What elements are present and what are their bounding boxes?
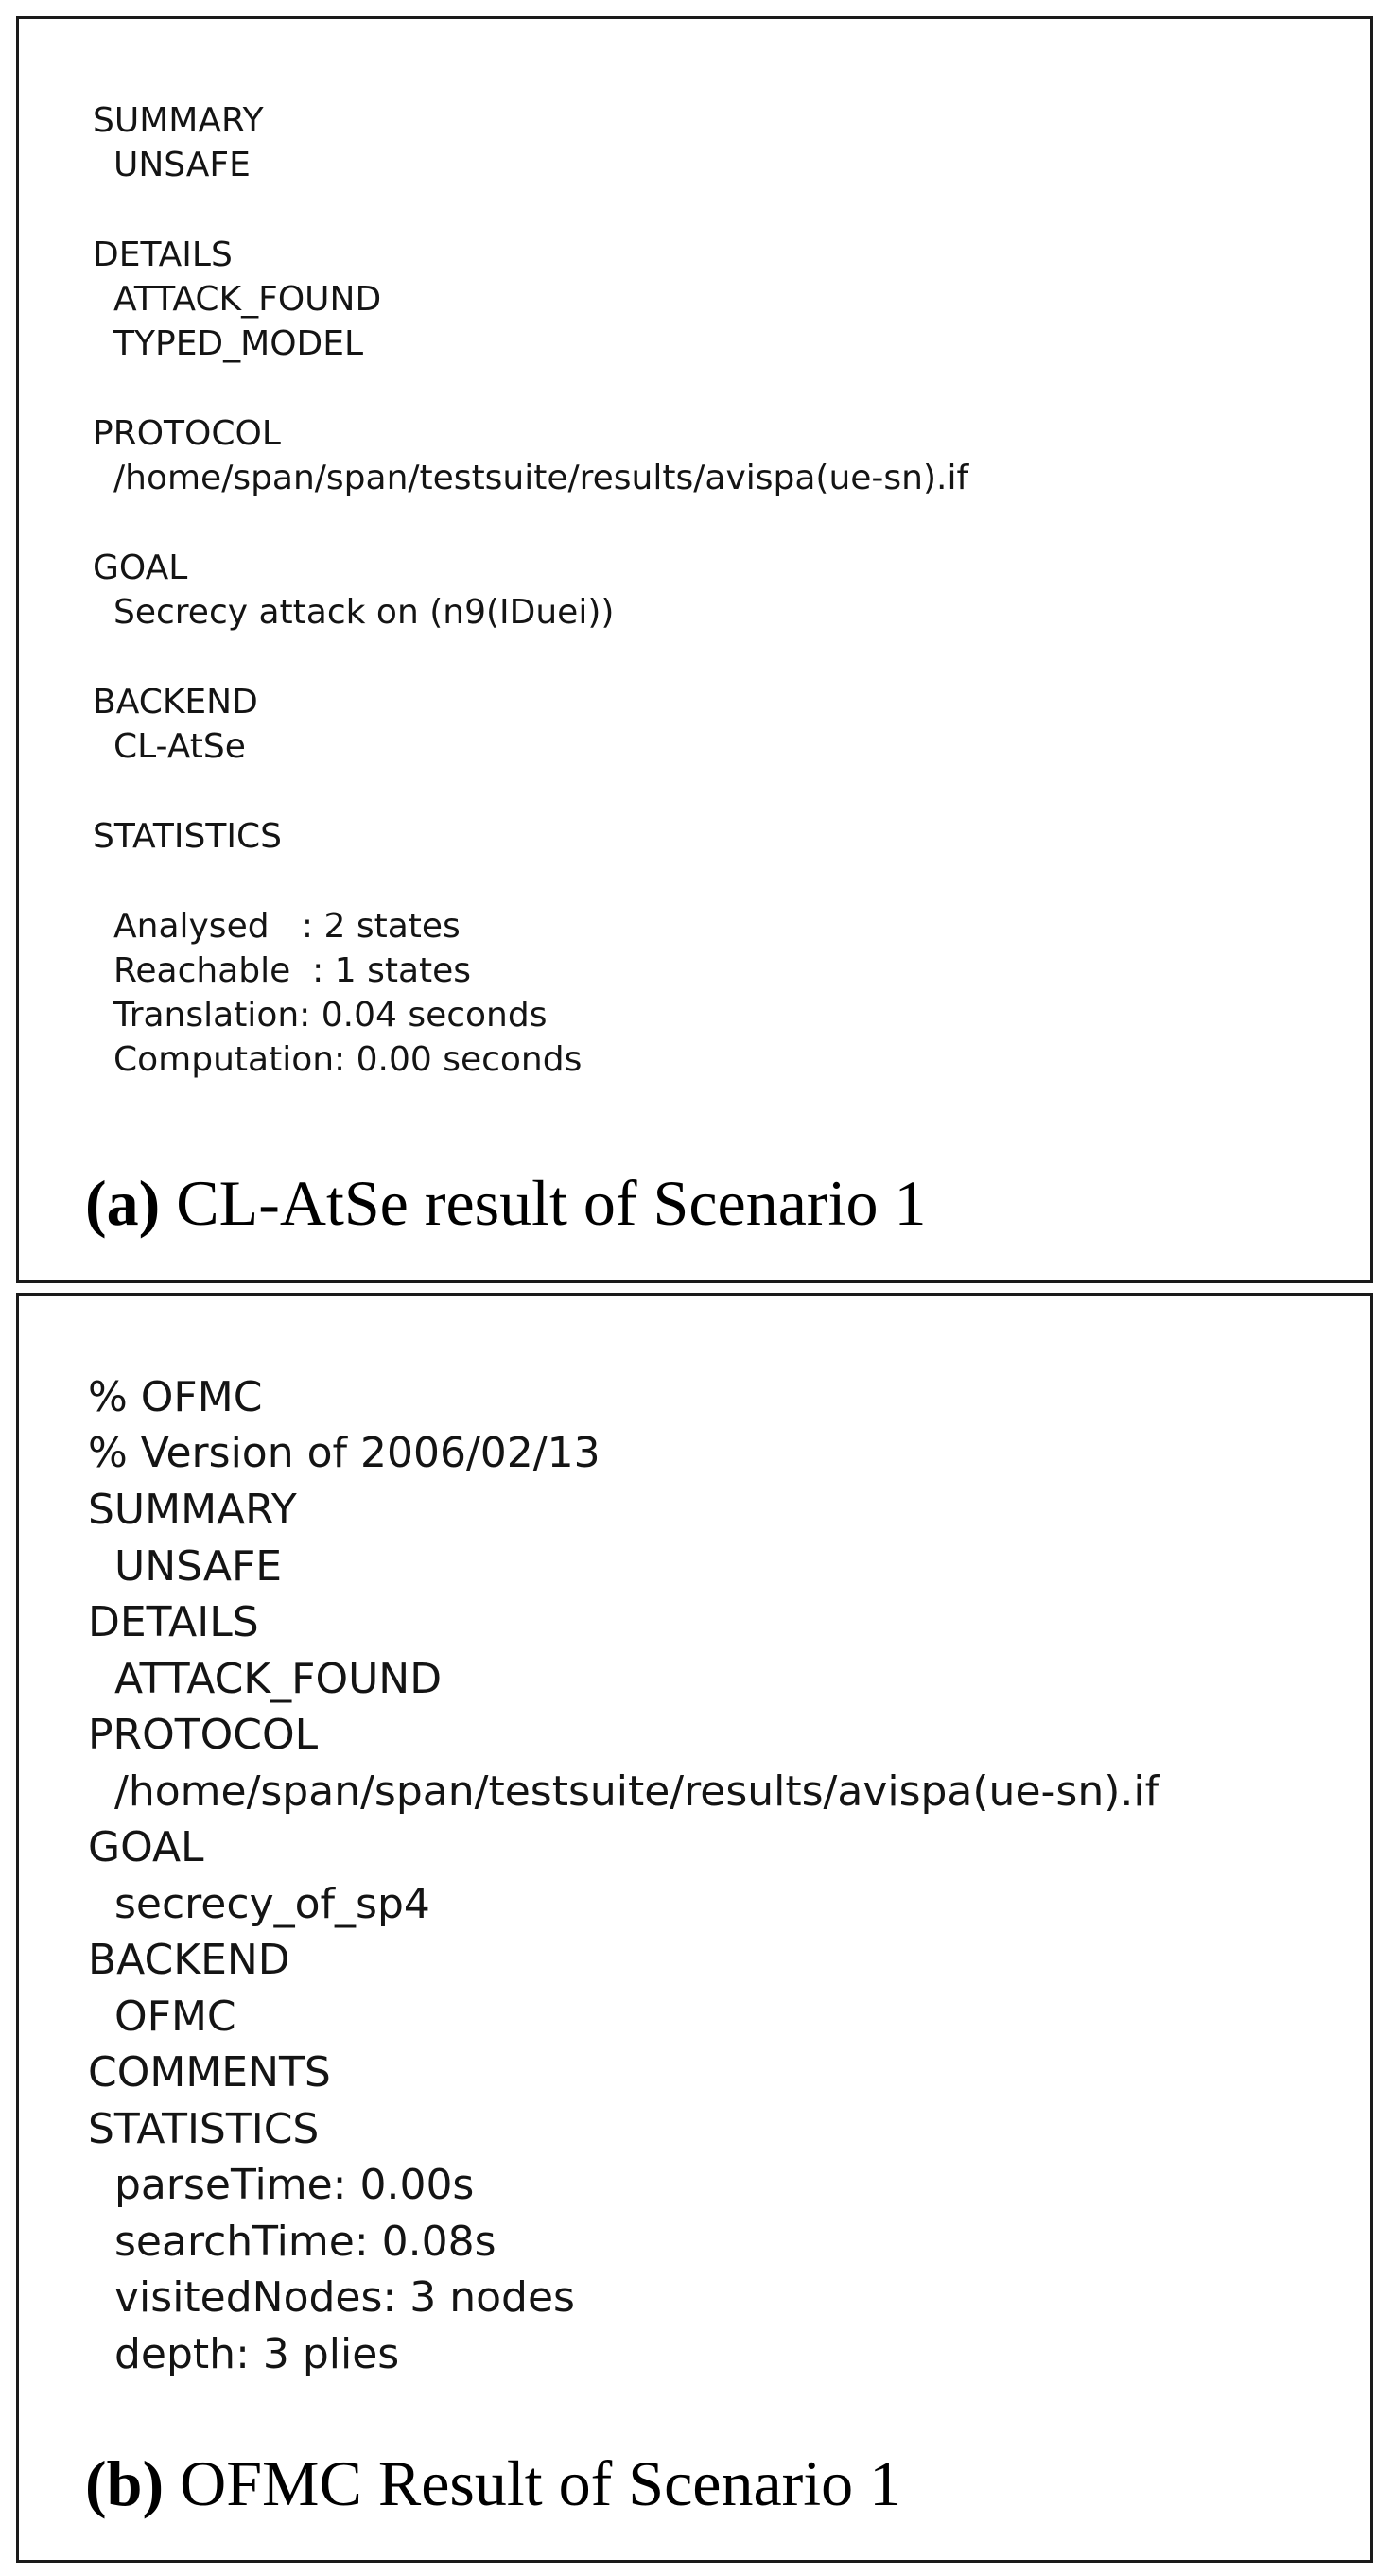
backend-value: OFMC <box>114 1993 236 2041</box>
protocol-label: PROTOCOL <box>88 1711 319 1759</box>
backend-value: CL-AtSe <box>113 727 246 766</box>
protocol-label: PROTOCOL <box>93 414 281 453</box>
details-label: DETAILS <box>88 1598 259 1646</box>
protocol-value: /home/span/span/testsuite/results/avispa(ue-sn).if <box>114 1767 1160 1816</box>
statistics-label: STATISTICS <box>93 817 282 856</box>
caption-text: CL-AtSe result of Scenario 1 <box>160 1167 927 1239</box>
backend-label: BACKEND <box>93 683 258 722</box>
details-value: ATTACK_FOUND <box>114 1655 443 1703</box>
comments-label: COMMENTS <box>88 2048 331 2097</box>
header-line: % Version of 2006/02/13 <box>88 1429 601 1477</box>
ofmc-result-panel <box>16 1293 1373 2563</box>
summary-value: UNSAFE <box>113 146 251 184</box>
summary-value: UNSAFE <box>114 1542 283 1591</box>
figure-caption-b <box>85 2447 902 2519</box>
header-line: % OFMC <box>88 1373 263 1421</box>
goal-label: GOAL <box>93 548 188 587</box>
summary-label: SUMMARY <box>88 1486 297 1534</box>
caption-tag: (b) <box>85 2447 165 2519</box>
caption-tag: (a) <box>85 1167 161 1239</box>
details-value: TYPED_MODEL <box>113 324 364 363</box>
statistics-line: visitedNodes: 3 nodes <box>114 2273 575 2322</box>
protocol-value: /home/span/span/testsuite/results/avispa(ue-sn).if <box>113 459 969 497</box>
summary-label: SUMMARY <box>93 101 264 140</box>
statistics-line: depth: 3 plies <box>114 2330 400 2378</box>
clatse-result-panel <box>16 16 1373 1283</box>
caption-text: OFMC Result of Scenario 1 <box>164 2447 902 2519</box>
figure-caption-a <box>85 1167 927 1239</box>
goal-value: secrecy_of_sp4 <box>114 1880 430 1928</box>
statistics-line: Reachable : 1 states <box>113 951 472 990</box>
details-value: ATTACK_FOUND <box>113 280 382 319</box>
statistics-line: Computation: 0.00 seconds <box>113 1040 583 1079</box>
statistics-line: parseTime: 0.00s <box>114 2161 475 2209</box>
statistics-line: Translation: 0.04 seconds <box>113 996 548 1035</box>
details-label: DETAILS <box>93 235 233 274</box>
backend-label: BACKEND <box>88 1936 290 1984</box>
statistics-label: STATISTICS <box>88 2105 320 2153</box>
goal-label: GOAL <box>88 1823 204 1871</box>
statistics-line: Analysed : 2 states <box>113 907 461 946</box>
statistics-line: searchTime: 0.08s <box>114 2218 496 2266</box>
goal-value: Secrecy attack on (n9(IDuei)) <box>113 593 615 632</box>
